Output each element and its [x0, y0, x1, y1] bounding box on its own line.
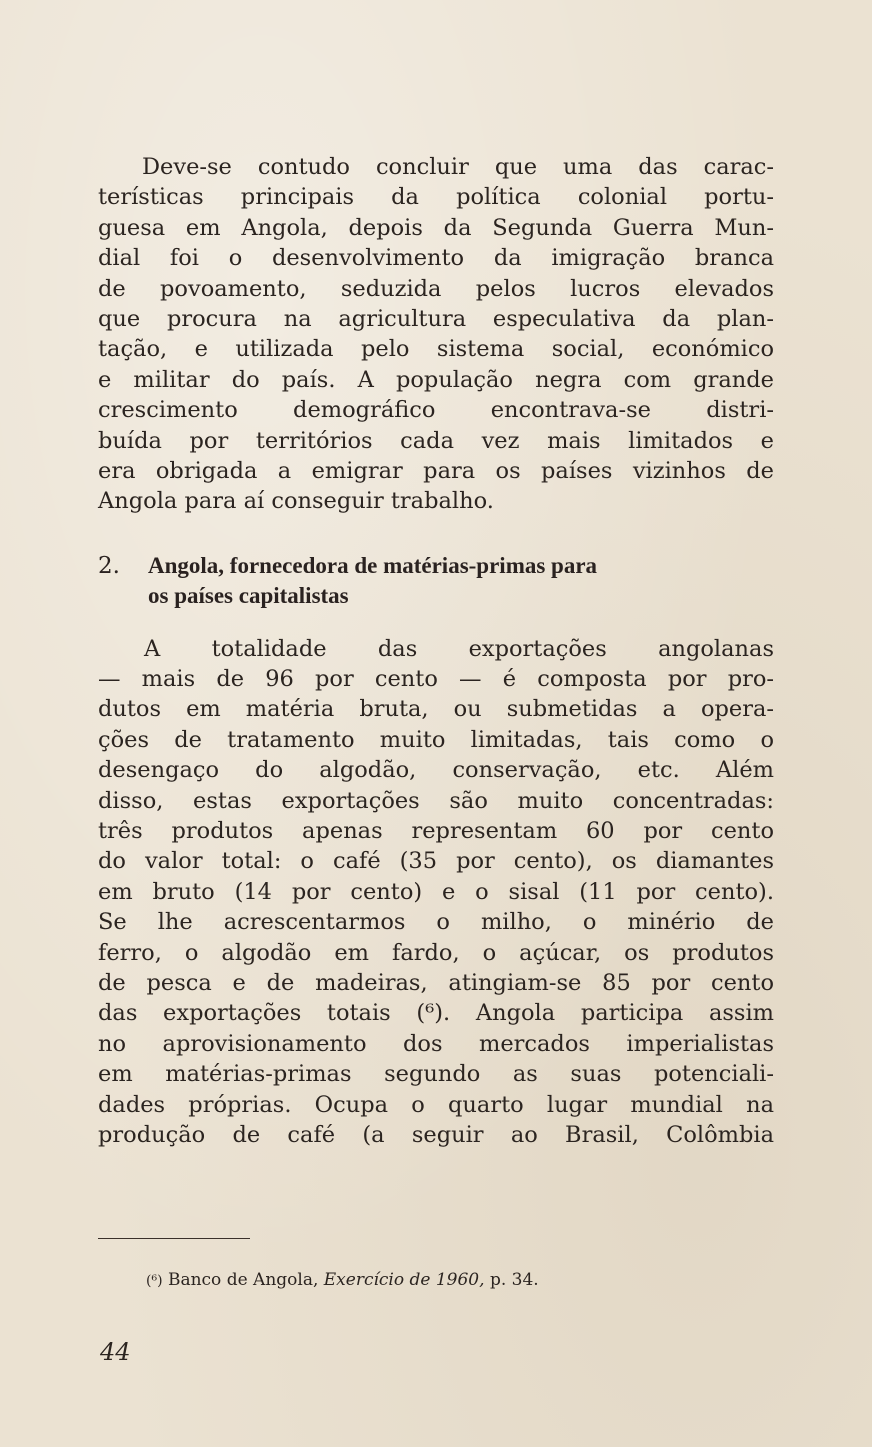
- text-line: e militar do país. A população negra com grande: [98, 366, 774, 393]
- text-line: das exportações totais (⁶). Angola participa assim: [98, 1000, 774, 1027]
- text-line: Se lhe acrescentarmos o milho, o minério de: [98, 909, 774, 936]
- text-line: A totalidade das exportações angolanas: [144, 635, 774, 662]
- section-heading: [98, 551, 774, 611]
- text-column: [98, 152, 774, 1150]
- footnote-marker: (⁶): [146, 1273, 163, 1289]
- text-line: no aprovisionamento dos mercados imperialistas: [98, 1030, 774, 1057]
- text-line: guesa em Angola, depois da Segunda Guerra Mun-: [98, 214, 774, 241]
- paragraph-1: [98, 152, 774, 517]
- footnote: [146, 1268, 539, 1293]
- text-line: era obrigada a emigrar para os países vizinhos de: [98, 457, 774, 484]
- footnote-source: Banco de Angola,: [167, 1270, 319, 1290]
- text-line: de pesca e de madeiras, atingiam-se 85 por cento: [98, 969, 774, 996]
- footnote-title: Exercício de 1960,: [323, 1270, 485, 1290]
- text-line: dutos em matéria bruta, ou submetidas a opera-: [98, 696, 774, 723]
- text-line: ções de tratamento muito limitadas, tais como o: [98, 726, 774, 753]
- text-line: dades próprias. Ocupa o quarto lugar mundial na: [98, 1091, 774, 1118]
- paragraph-2: [98, 634, 774, 1151]
- text-line: tação, e utilizada pelo sistema social, económico: [98, 336, 774, 363]
- text-line: em bruto (14 por cento) e o sisal (11 por cento).: [98, 878, 774, 905]
- section-heading-line-1: [98, 551, 774, 581]
- section-number: 2.: [98, 552, 120, 579]
- footnote-divider: [98, 1238, 250, 1239]
- text-line: em matérias-primas segundo as suas potenciali-: [98, 1061, 774, 1088]
- text-line: desengaço do algodão, conservação, etc. Além: [98, 757, 774, 784]
- text-line: buída por territórios cada vez mais limitados e: [98, 427, 774, 454]
- text-line: dial foi o desenvolvimento da imigração branca: [98, 245, 774, 272]
- text-line: Deve-se contudo concluir que uma das carac-: [142, 154, 774, 180]
- text-line: — mais de 96 por cento — é composta por pro-: [98, 666, 774, 693]
- footnote-page: p. 34.: [489, 1270, 539, 1290]
- text-line: disso, estas exportações são muito concentradas:: [98, 787, 774, 814]
- text-line: do valor total: o café (35 por cento), os diamantes: [98, 848, 774, 875]
- page-number: 44: [100, 1338, 131, 1366]
- text-line: de povoamento, seduzida pelos lucros elevados: [98, 275, 774, 302]
- text-line: produção de café (a seguir ao Brasil, Colômbia: [98, 1121, 774, 1148]
- text-line: três produtos apenas representam 60 por cento: [98, 818, 774, 845]
- text-line: terísticas principais da política colonial portu-: [98, 184, 774, 211]
- text-line: crescimento demográfico encontrava-se distri-: [98, 397, 774, 424]
- text-line: ferro, o algodão em fardo, o açúcar, os produtos: [98, 939, 774, 966]
- text-line: Angola para aí conseguir trabalho.: [98, 488, 494, 515]
- section-title-part-2: os países capitalistas: [148, 582, 349, 608]
- text-line: que procura na agricultura especulativa da plan-: [98, 305, 774, 332]
- section-title-part-1: Angola, fornecedora de matérias-primas para: [148, 552, 598, 578]
